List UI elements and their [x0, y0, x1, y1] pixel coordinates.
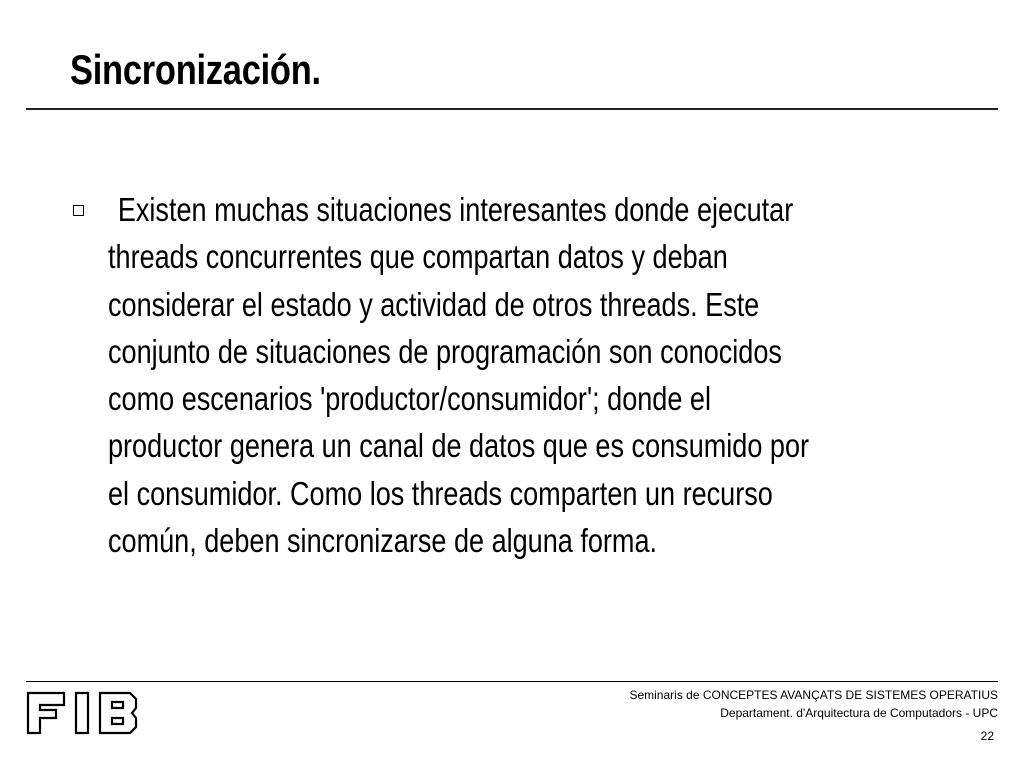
bullet-line: Existen muchas situaciones interesantes donde ejecutar	[117, 191, 794, 228]
footer-course-title: Seminaris de CONCEPTES AVANÇATS DE SISTEMES OPERATIUS	[629, 688, 998, 702]
bullet-line: threads concurrentes que compartan datos y deban	[108, 238, 728, 276]
bullet-line: como escenarios 'productor/consumidor'; donde el	[108, 380, 711, 418]
fib-logo	[26, 690, 138, 736]
bullet-line: el consumidor. Como los threads comparten un recurso	[108, 474, 773, 512]
footer-department: Departament. d'Arquitectura de Computadors - UPC	[720, 706, 998, 720]
bullet-line: común, deben sincronizarse de alguna forma.	[108, 522, 658, 560]
square-bullet-icon	[73, 205, 84, 216]
bullet-paragraph	[108, 186, 961, 564]
bullet-line: considerar el estado y actividad de otros threads. Este	[108, 285, 760, 323]
title-divider	[26, 108, 998, 110]
footer-divider	[26, 681, 998, 682]
slide-title: Sincronización.	[70, 46, 321, 93]
page-number: 22	[980, 729, 994, 743]
bullet-line: conjunto de situaciones de programación son conocidos	[108, 332, 782, 370]
bullet-line: productor genera un canal de datos que es consumido por	[108, 427, 810, 465]
